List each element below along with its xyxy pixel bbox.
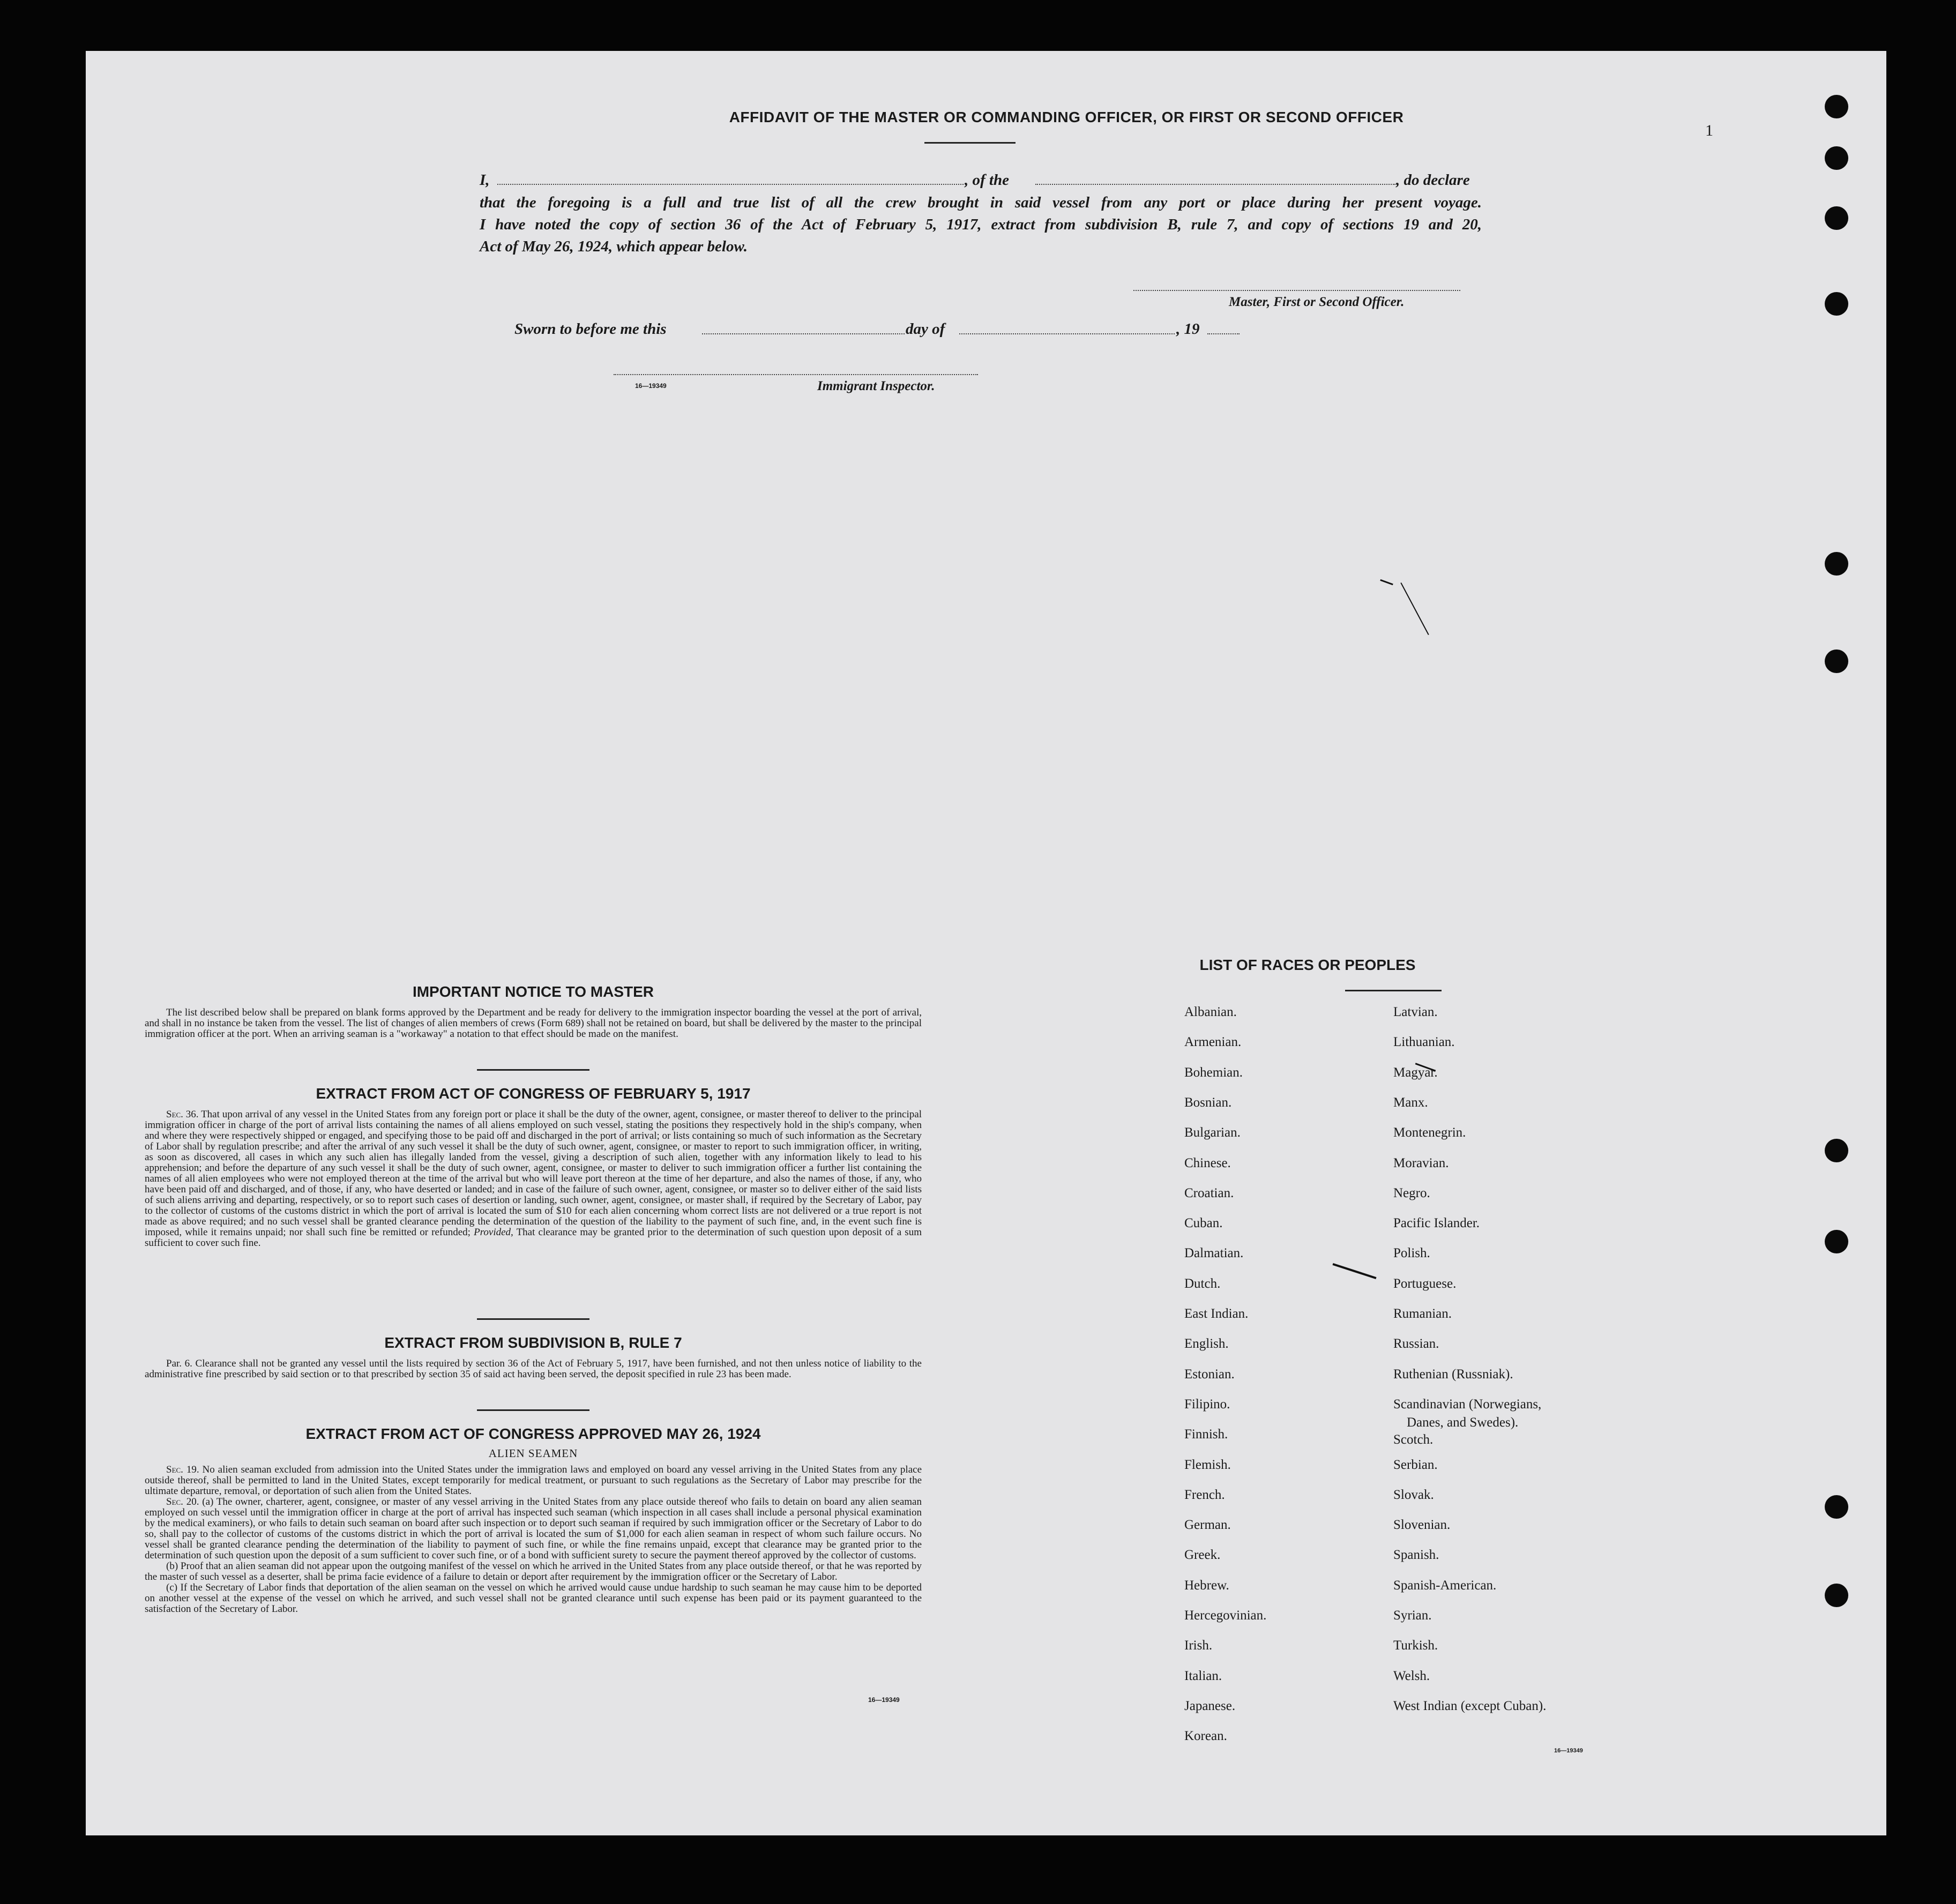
extract-1924-title: EXTRACT FROM ACT OF CONGRESS APPROVED MAY 26, 1924 [305, 1425, 761, 1442]
race-item: Scandinavian (Norwegians, [1393, 1397, 1542, 1412]
scan-mark [1332, 1263, 1376, 1279]
race-item: Turkish. [1393, 1638, 1438, 1653]
race-item: Bohemian. [1184, 1065, 1243, 1080]
race-item: Hercegovinian. [1184, 1608, 1267, 1623]
race-item: Serbian. [1393, 1457, 1438, 1472]
race-item: Hebrew. [1184, 1578, 1229, 1593]
race-item: Spanish-American. [1393, 1578, 1497, 1593]
race-item: Scotch. [1393, 1432, 1434, 1447]
race-item: Magyar. [1393, 1065, 1438, 1080]
document-page [86, 51, 1886, 1835]
races-title: LIST OF RACES OR PEOPLES [1199, 957, 1416, 973]
provided-label: Provided, [474, 1227, 513, 1238]
race-item: Polish. [1393, 1246, 1430, 1261]
race-item: Flemish. [1184, 1457, 1231, 1472]
day-of-label: day of [906, 320, 945, 338]
race-item: Welsh. [1393, 1668, 1430, 1683]
race-item: Albanian. [1184, 1005, 1237, 1019]
race-item: Greek. [1184, 1548, 1221, 1563]
race-item: Estonian. [1184, 1367, 1235, 1382]
sec-20b-text: (b) Proof that an alien seaman did not appear upon the outgoing manifest of the vessel on which he arrived in the United States from any place outside thereof, or that he was reported by the master of such vessel as a deserter, shall be prima facie evidence of a failure to detain or deport after requirement by the immigration officer or the Secretary of Labor. [145, 1560, 922, 1582]
race-item: Filipino. [1184, 1397, 1230, 1412]
race-item: German. [1184, 1518, 1231, 1533]
binder-hole [1825, 1230, 1848, 1253]
affidavit-line-3: I have noted the copy of section 36 of the Act of February 5, 1917, extract from subdivision B, rule 7, and copy of sections 19 and 20, [480, 216, 1482, 233]
race-item: Bulgarian. [1184, 1125, 1241, 1140]
section-divider [477, 1409, 589, 1411]
extract-1917-title: EXTRACT FROM ACT OF CONGRESS OF FEBRUARY 5, 1917 [316, 1085, 751, 1102]
race-item: Negro. [1393, 1185, 1430, 1200]
race-item: Danes, and Swedes). [1407, 1415, 1519, 1430]
binder-hole [1825, 1495, 1848, 1519]
sec-20-label: Sec. 20. [166, 1496, 199, 1507]
race-item: Rumanian. [1393, 1306, 1452, 1321]
race-item: Italian. [1184, 1668, 1222, 1683]
sworn-year-blank[interactable] [1207, 333, 1240, 334]
binder-hole [1825, 95, 1848, 118]
sec-20c-text: (c) If the Secretary of Labor finds that deportation of the alien seaman on the vessel on which he arrived would cause undue hardship to such seaman he may cause him to be deported on another vessel at the expense of the vessel on which he arrived, and such vessel shall not be granted clearance until such expense has been paid or its payment guaranteed to the satisfaction of the Secretary of Labor. [145, 1582, 922, 1615]
sec-19-text: No alien seaman excluded from admission into the United States under the immigration laws and employed on board any vessel arriving in the United States from any place outside thereof, shall be permitted to land in the United States, except temporarily for medical treatment, or pursuant to such regulations as the Secretary of Labor may prescribe for the ultimate departure, removal, or deportation of such alien from the United States. [145, 1464, 922, 1497]
race-item: East Indian. [1184, 1306, 1249, 1321]
section-divider [477, 1318, 589, 1320]
master-signature-label: Master, First or Second Officer. [1229, 295, 1405, 309]
race-item: Syrian. [1393, 1608, 1432, 1623]
race-item: Spanish. [1393, 1548, 1439, 1563]
race-item: Korean. [1184, 1729, 1227, 1744]
race-item: Montenegrin. [1393, 1125, 1466, 1140]
affidavit-do-declare-label: , do declare [1396, 171, 1470, 189]
section-divider [477, 1069, 589, 1071]
race-item: Moravian. [1393, 1155, 1449, 1170]
sworn-label: Sworn to before me this [514, 320, 667, 338]
race-item: Ruthenian (Russniak). [1393, 1367, 1513, 1382]
binder-hole [1825, 292, 1848, 316]
race-item: Pacific Islander. [1393, 1216, 1480, 1231]
sec-20a-text: (a) The owner, charterer, agent, consignee, or master of any vessel arriving in the United States from any place outside thereof who fails to detain on board any alien seaman employed on such vessel until the immigration officer in charge at the port of arrival has inspected such seaman (which inspection in all cases shall include a personal physical examination by the medical examiners), or who fails to detain such seaman on board after such inspection or to deport such seaman if required by such immigration officer or the Secretary of Labor to do so, shall pay to the collector of customs of the customs district in which the port of arrival is located the sum of $1,000 for each alien seaman in respect of whom such failure occurs. No vessel shall be granted clearance pending the determination of the liability to payment of such fine, or while the fine remains unpaid, except that clearance may be granted prior to the determination of such question upon the deposit of a sum sufficient to cover such fine, or of a bond with sufficient surety to secure the payment thereof approved by the collector of customs. [145, 1496, 922, 1561]
subdivision-b-title: EXTRACT FROM SUBDIVISION B, RULE 7 [384, 1334, 682, 1351]
race-item: Russian. [1393, 1336, 1439, 1352]
notice-form-code: 16—19349 [868, 1696, 900, 1704]
race-item: Dalmatian. [1184, 1246, 1244, 1261]
race-item: Cuban. [1184, 1216, 1223, 1231]
extract-1917-text-end: That clearance may be granted prior to the determination of such question upon deposit of a sum sufficient to cover such fine. [145, 1227, 922, 1249]
sec-36-label: Sec. 36. [166, 1109, 199, 1120]
subdivision-b-text-block [145, 1358, 922, 1380]
year-label: , 19 [1176, 320, 1200, 338]
scan-mark [1400, 583, 1429, 635]
races-form-code: 16—19349 [1554, 1748, 1583, 1754]
master-signature-blank[interactable] [1133, 290, 1460, 291]
race-item: English. [1184, 1336, 1229, 1352]
race-item: Chinese. [1184, 1155, 1231, 1170]
subdivision-b-text: Par. 6. Clearance shall not be granted any vessel until the lists required by section 36 of the Act of February 5, 1917, have been furnished, and not then unless notice of liability to the administrative fine prescribed by said section or to that prescribed by section 35 of said act having been served, the deposit specified in rule 23 has been made. [145, 1358, 922, 1380]
races-divider [1345, 990, 1442, 991]
title-divider [924, 142, 1016, 144]
race-item: Latvian. [1393, 1005, 1438, 1019]
binder-hole [1825, 1139, 1848, 1162]
notice-text-block [145, 1007, 922, 1040]
affidavit-title: AFFIDAVIT OF THE MASTER OR COMMANDING OFFICER, OR FIRST OR SECOND OFFICER [729, 109, 1404, 125]
extract-1917-text: That upon arrival of any vessel in the United States from any foreign port or place it shall be the duty of the owner, agent, consignee, or master thereof to deliver to the principal immigration officer in charge of the port of arrival lists containing the names of all aliens employed on such vessel, stating the positions they respectively hold in the ship's company, when and where they were respectively shipped or engaged, and specifying those to be paid off and discharged in the port of arrival; or lists containing so much of such information as the Secretary of Labor shall by regulation prescribe; and after the arrival of any such vessel it shall be the duty of such owner, agent, consignee, or master to report to such immigration officer, in writing, as soon as discovered, all cases in which any such alien has illegally landed from the vessel, giving a description of such alien, together with any information likely to lead to his apprehension; and before the departure of any such vessel it shall be the duty of such owner, agent, consignee, or master to deliver to such immigration officer a further list containing the names of all alien employees who were not employed thereon at the time of the arrival but who will leave port thereon at the time of her departure, and also the names of those, if any, who have been paid off and discharged, and of those, if any, who have deserted or landed; and in case of the failure of such owner, agent, consignee, or master so to deliver either of the said lists of such aliens arriving and departing, respectively, or so to report such cases of desertion or landing, such owner, agent, consignee, or master shall, if required by the Secretary of Labor, pay to the collector of customs of the customs district in which the port of arrival is located the sum of $10 for each alien concerning whom correct lists are not delivered or a true report is not made as above required; and no such vessel shall be granted clearance pending the determination of the question of the liability to the payment of such fine, and, in the event such fine is imposed, while it remains unpaid; nor shall such fine be remitted or refunded; [145, 1109, 922, 1238]
affidavit-line-2: that the foregoing is a full and true list of all the crew brought in said vessel from any port or place during her present voyage. [480, 194, 1482, 211]
race-item: Armenian. [1184, 1035, 1242, 1050]
extract-1917-text-block [145, 1109, 922, 1249]
vessel-blank[interactable] [1035, 184, 1395, 185]
race-item: Manx. [1393, 1095, 1428, 1110]
sworn-month-blank[interactable] [959, 333, 1175, 334]
binder-hole [1825, 552, 1848, 576]
race-item: Portuguese. [1393, 1276, 1457, 1291]
race-item: Bosnian. [1184, 1095, 1232, 1110]
race-item: Irish. [1184, 1638, 1213, 1653]
race-item: Dutch. [1184, 1276, 1221, 1291]
binder-hole [1825, 649, 1848, 673]
race-item: Slovak. [1393, 1487, 1434, 1502]
affidavit-of-the-label: , of the [965, 171, 1009, 189]
race-item: Japanese. [1184, 1698, 1236, 1713]
binder-hole [1825, 146, 1848, 170]
notice-title: IMPORTANT NOTICE TO MASTER [412, 983, 654, 1000]
alien-seamen-subtitle: ALIEN SEAMEN [488, 1447, 578, 1460]
affidavit-line-4: Act of May 26, 1924, which appear below. [480, 238, 748, 255]
affidavit-i-label: I, [480, 171, 490, 189]
race-item: French. [1184, 1487, 1225, 1502]
race-item: West Indian (except Cuban). [1393, 1698, 1547, 1713]
binder-hole [1825, 206, 1848, 230]
race-item: Croatian. [1184, 1185, 1234, 1200]
sworn-day-blank[interactable] [702, 333, 905, 334]
name-blank[interactable] [497, 184, 964, 185]
form-code: 16—19349 [635, 382, 667, 390]
sec-19-label: Sec. 19. [166, 1464, 199, 1475]
race-item: Slovenian. [1393, 1518, 1451, 1533]
race-item: Finnish. [1184, 1427, 1228, 1442]
page-number: 1 [1705, 122, 1713, 139]
notice-text: The list described below shall be prepared on blank forms approved by the Department and be ready for delivery to the immigration inspector boarding the vessel at the port of arrival, and shall in no instance be taken from the vessel. The list of changes of alien members of crews (Form 689) shall not be retained on board, but shall be delivered by the master to the principal immigration officer at the port. When an arriving seaman is a "workaway" a notation to that effect should be made on the manifest. [145, 1007, 922, 1040]
inspector-signature-blank[interactable] [614, 374, 978, 375]
scan-mark [1380, 579, 1393, 585]
binder-hole [1825, 1584, 1848, 1607]
extract-1924-text-block [145, 1465, 922, 1615]
race-item: Lithuanian. [1393, 1035, 1455, 1050]
inspector-label: Immigrant Inspector. [817, 379, 935, 393]
